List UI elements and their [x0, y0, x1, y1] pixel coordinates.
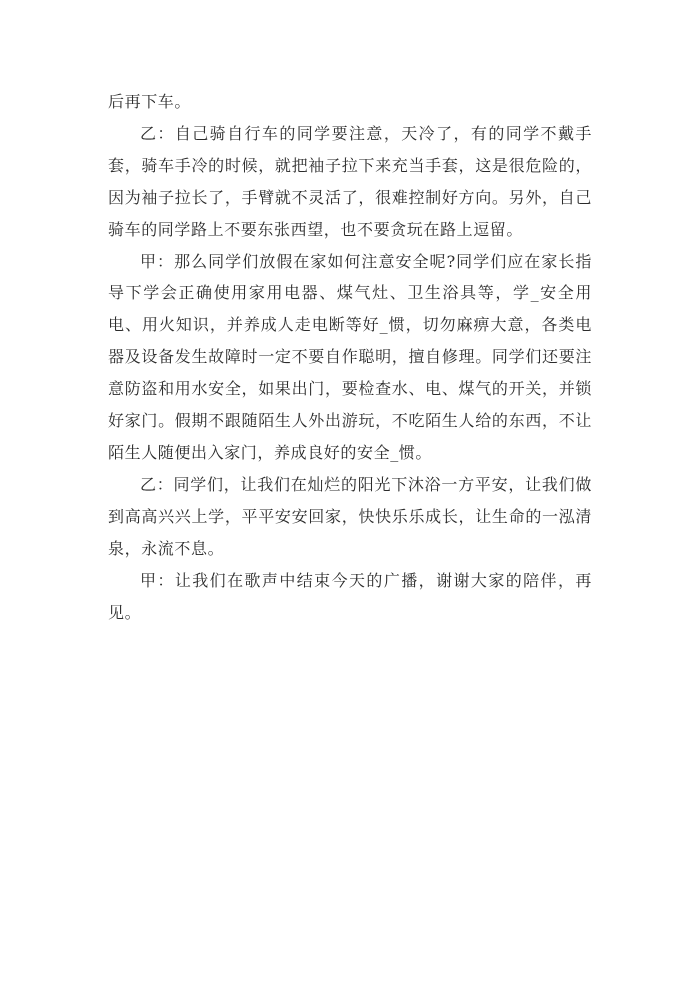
paragraph-continuation: 后再下车。: [108, 92, 192, 111]
document-body: [108, 86, 592, 628]
paragraph-jia-farewell: 甲：让我们在歌声中结束今天的广播，谢谢大家的陪伴，再见。: [108, 570, 592, 622]
paragraph-yi-bicycle-safety: 乙：自己骑自行车的同学要注意，天冷了，有的同学不戴手套，骑车手冷的时候，就把袖子拉下来充当手套，这是很危险的，因为袖子拉长了，手臂就不灵活了，很难控制好方向。另外，自己骑车的同学路上不要东张西望，也不要贪玩在路上逗留。: [108, 123, 592, 239]
paragraph-jia-home-safety: 甲：那么同学们放假在家如何注意安全呢?同学们应在家长指导下学会正确使用家用电器、煤气灶、卫生浴具等，学_安全用电、用火知识，并养成人走电断等好_惯，切勿麻痹大意，各类电器及设备发生故障时一定不要自作聪明，擅自修理。同学们还要注意防盗和用水安全，如果出门，要检查水、电、煤气的开关，并锁好家门。假期不跟随陌生人外出游玩，不吃陌生人给的东西，不让陌生人随便出入家门，养成良好的安全_惯。: [108, 251, 592, 462]
paragraph-yi-closing: 乙：同学们，让我们在灿烂的阳光下沐浴一方平安，让我们做到高高兴兴上学，平平安安回家，快快乐乐成长，让生命的一泓清泉，永流不息。: [108, 474, 592, 558]
